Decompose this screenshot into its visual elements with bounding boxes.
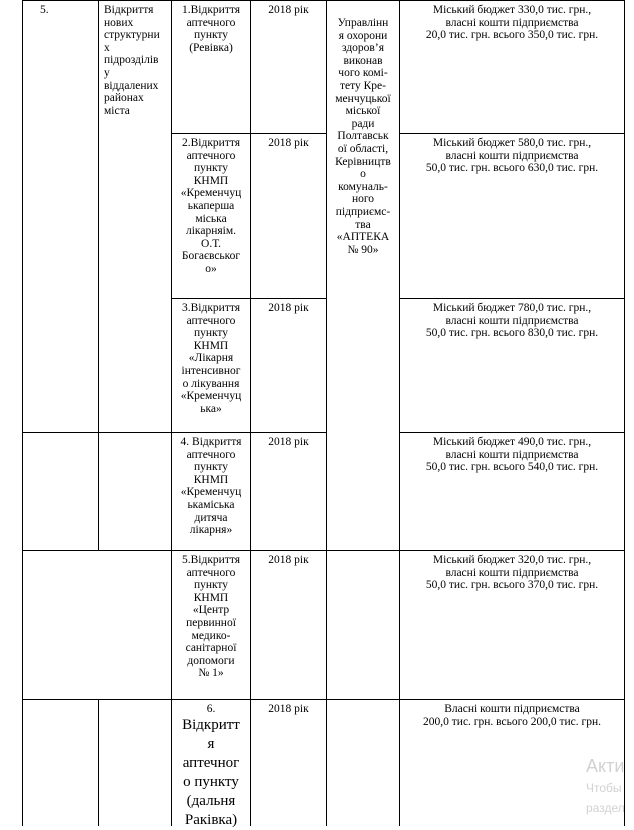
- row-separator: [22, 432, 326, 433]
- title-line: я: [207, 735, 215, 752]
- title-line: (дальня: [186, 792, 236, 809]
- row-separator: [171, 133, 326, 134]
- category-line: нових: [104, 16, 134, 29]
- title-line: «Центр: [192, 604, 230, 617]
- title-line: 6.: [206, 703, 216, 715]
- executor-line: тету Кре-: [340, 79, 386, 92]
- category-line: Відкриття: [104, 4, 154, 16]
- title-line: «Кременчуц: [180, 486, 242, 499]
- executor-line: «АПТЕКА: [336, 231, 390, 244]
- title-line: аптечного: [186, 566, 236, 579]
- title-line: аптечного: [186, 448, 236, 461]
- title-line: о пункту: [183, 773, 239, 790]
- executor-line: тва: [355, 218, 371, 231]
- row-separator: [171, 298, 326, 299]
- column-border: [98, 0, 99, 550]
- row-separator: [399, 133, 624, 134]
- executor-line: Полтавськ: [337, 130, 389, 143]
- funding-line: власні кошти підприємства: [445, 16, 579, 29]
- funding-line: власні кошти підприємства: [445, 566, 579, 579]
- funding-line: 50,0 тис. грн. всього 540,0 тис. грн.: [425, 461, 599, 474]
- category-line: районах: [104, 92, 144, 105]
- executor-line: чого комі-: [338, 67, 388, 80]
- title-line: аптечного: [186, 149, 236, 162]
- executor-line: я охорони: [338, 29, 388, 42]
- funding-line: Міський бюджет 780,0 тис. грн.,: [432, 302, 592, 314]
- title-line: дитяча: [194, 511, 228, 524]
- title-line: о лікування: [182, 377, 240, 390]
- entry-title: [172, 554, 250, 680]
- executor-line: № 90»: [347, 243, 379, 256]
- entry-title: [172, 4, 250, 54]
- column-border: [624, 0, 625, 826]
- column-border: [22, 0, 23, 826]
- entry-funding: [400, 436, 624, 474]
- row-number: 5.: [40, 4, 49, 16]
- category-line: міста: [104, 104, 130, 117]
- entry-title: [172, 703, 250, 830]
- title-line: аптечного: [186, 16, 236, 29]
- row-separator: [399, 298, 624, 299]
- entry-funding: [400, 302, 624, 340]
- category-line: підрозділів: [104, 54, 159, 67]
- funding-line: 200,0 тис. грн. всього 200,0 тис. грн.: [423, 715, 601, 728]
- funding-line: 50,0 тис. грн. всього 830,0 тис. грн.: [425, 327, 599, 340]
- funding-line: Власні кошти підприємства: [444, 703, 580, 715]
- executor-line: комуналь-: [338, 180, 388, 193]
- executor-line: ради: [351, 117, 375, 130]
- title-line: Відкритт: [182, 716, 240, 733]
- entry-year: 2018 рік: [268, 703, 309, 715]
- title-line: пункту: [193, 579, 229, 592]
- entry-title: [172, 436, 250, 537]
- executor-line: Управлінн: [337, 17, 389, 29]
- title-line: № 1»: [198, 667, 224, 680]
- category-line: структурни: [104, 29, 160, 42]
- title-line: первинної: [186, 616, 236, 629]
- executor-line: о: [360, 168, 366, 181]
- activation-watermark-line: Чтобы: [586, 781, 622, 795]
- title-line: «Кременчуц: [180, 390, 242, 403]
- title-line: санітарної: [185, 642, 237, 655]
- executor-line: міської: [345, 105, 381, 118]
- entry-title: [172, 302, 250, 415]
- title-line: КНМП: [193, 174, 229, 187]
- title-line: КНМП: [193, 473, 229, 486]
- funding-line: власні кошти підприємства: [445, 448, 579, 461]
- title-line: О.Т.: [201, 237, 221, 250]
- entry-funding: [400, 703, 624, 728]
- entry-year: 2018 рік: [268, 436, 309, 448]
- funding-line: власні кошти підприємства: [445, 314, 579, 327]
- title-line: аптечного: [186, 314, 236, 327]
- executor-line: підприємс-: [335, 205, 391, 218]
- title-line: ькаперша: [187, 199, 235, 212]
- title-line: «Лікарня: [188, 352, 234, 365]
- activation-watermark-line: раздел: [586, 801, 625, 815]
- category-line: віддалених: [104, 79, 159, 92]
- title-line: лікарня»: [189, 524, 233, 537]
- funding-line: Міський бюджет 320,0 тис. грн.,: [432, 554, 592, 566]
- title-line: пункту: [193, 162, 229, 175]
- executor-line: Керівництв: [335, 155, 391, 168]
- title-line: (Ревівка): [189, 41, 233, 54]
- title-line: Раківка): [184, 811, 238, 828]
- title-line: міська: [195, 212, 227, 225]
- row-separator: [399, 432, 624, 433]
- funding-line: Міський бюджет 580,0 тис. грн.,: [432, 137, 592, 149]
- funding-line: 50,0 тис. грн. всього 370,0 тис. грн.: [425, 579, 599, 592]
- table-top-border: [22, 0, 624, 1]
- title-line: пункту: [193, 461, 229, 474]
- row-separator: [22, 550, 624, 551]
- title-line: 2.Відкриття: [181, 137, 241, 149]
- entry-year: 2018 рік: [268, 137, 309, 149]
- column-border: [98, 699, 99, 826]
- entry-year: 2018 рік: [268, 554, 309, 566]
- funding-line: Міський бюджет 330,0 тис. грн.,: [432, 4, 592, 16]
- title-line: лікарняім.: [186, 225, 236, 238]
- row-separator: [22, 699, 624, 700]
- executor-line: виконав: [343, 54, 383, 67]
- funding-line: 50,0 тис. грн. всього 630,0 тис. грн.: [425, 162, 599, 175]
- category-cell: [104, 4, 170, 117]
- executor-cell: [327, 17, 399, 256]
- funding-line: 20,0 тис. грн. всього 350,0 тис. грн.: [425, 29, 599, 42]
- activation-watermark-title: Акти: [586, 756, 625, 776]
- executor-line: здоров’я: [342, 42, 384, 55]
- title-line: медико-: [191, 629, 231, 642]
- entry-funding: [400, 4, 624, 42]
- title-line: 5.Відкриття: [181, 554, 241, 566]
- entry-title: [172, 137, 250, 276]
- funding-line: власні кошти підприємства: [445, 149, 579, 162]
- category-line: х: [104, 41, 110, 54]
- category-line: у: [104, 66, 110, 79]
- title-line: ька»: [200, 402, 222, 415]
- entry-year: 2018 рік: [268, 302, 309, 314]
- entry-funding: [400, 554, 624, 592]
- title-line: КНМП: [193, 339, 229, 352]
- title-line: пункту: [193, 327, 229, 340]
- title-line: аптечног: [182, 754, 240, 771]
- title-line: Богаєвськог: [181, 250, 241, 263]
- executor-line: ного: [351, 193, 375, 206]
- title-line: 4. Відкриття: [180, 436, 242, 448]
- executor-line: менчуцької: [335, 92, 391, 105]
- title-line: 3.Відкриття: [181, 302, 241, 314]
- title-line: допомоги: [187, 654, 235, 667]
- title-line: КНМП: [193, 591, 229, 604]
- title-line: о»: [205, 262, 217, 275]
- funding-line: Міський бюджет 490,0 тис. грн.,: [432, 436, 592, 448]
- entry-funding: [400, 137, 624, 175]
- title-line: інтенсивног: [181, 364, 241, 377]
- title-line: ькаміська: [187, 498, 235, 511]
- entry-year: 2018 рік: [268, 4, 309, 16]
- title-line: пункту: [193, 29, 229, 42]
- title-line: 1.Відкриття: [181, 4, 241, 16]
- executor-line: ої області,: [337, 142, 389, 155]
- title-line: «Кременчуц: [180, 187, 242, 200]
